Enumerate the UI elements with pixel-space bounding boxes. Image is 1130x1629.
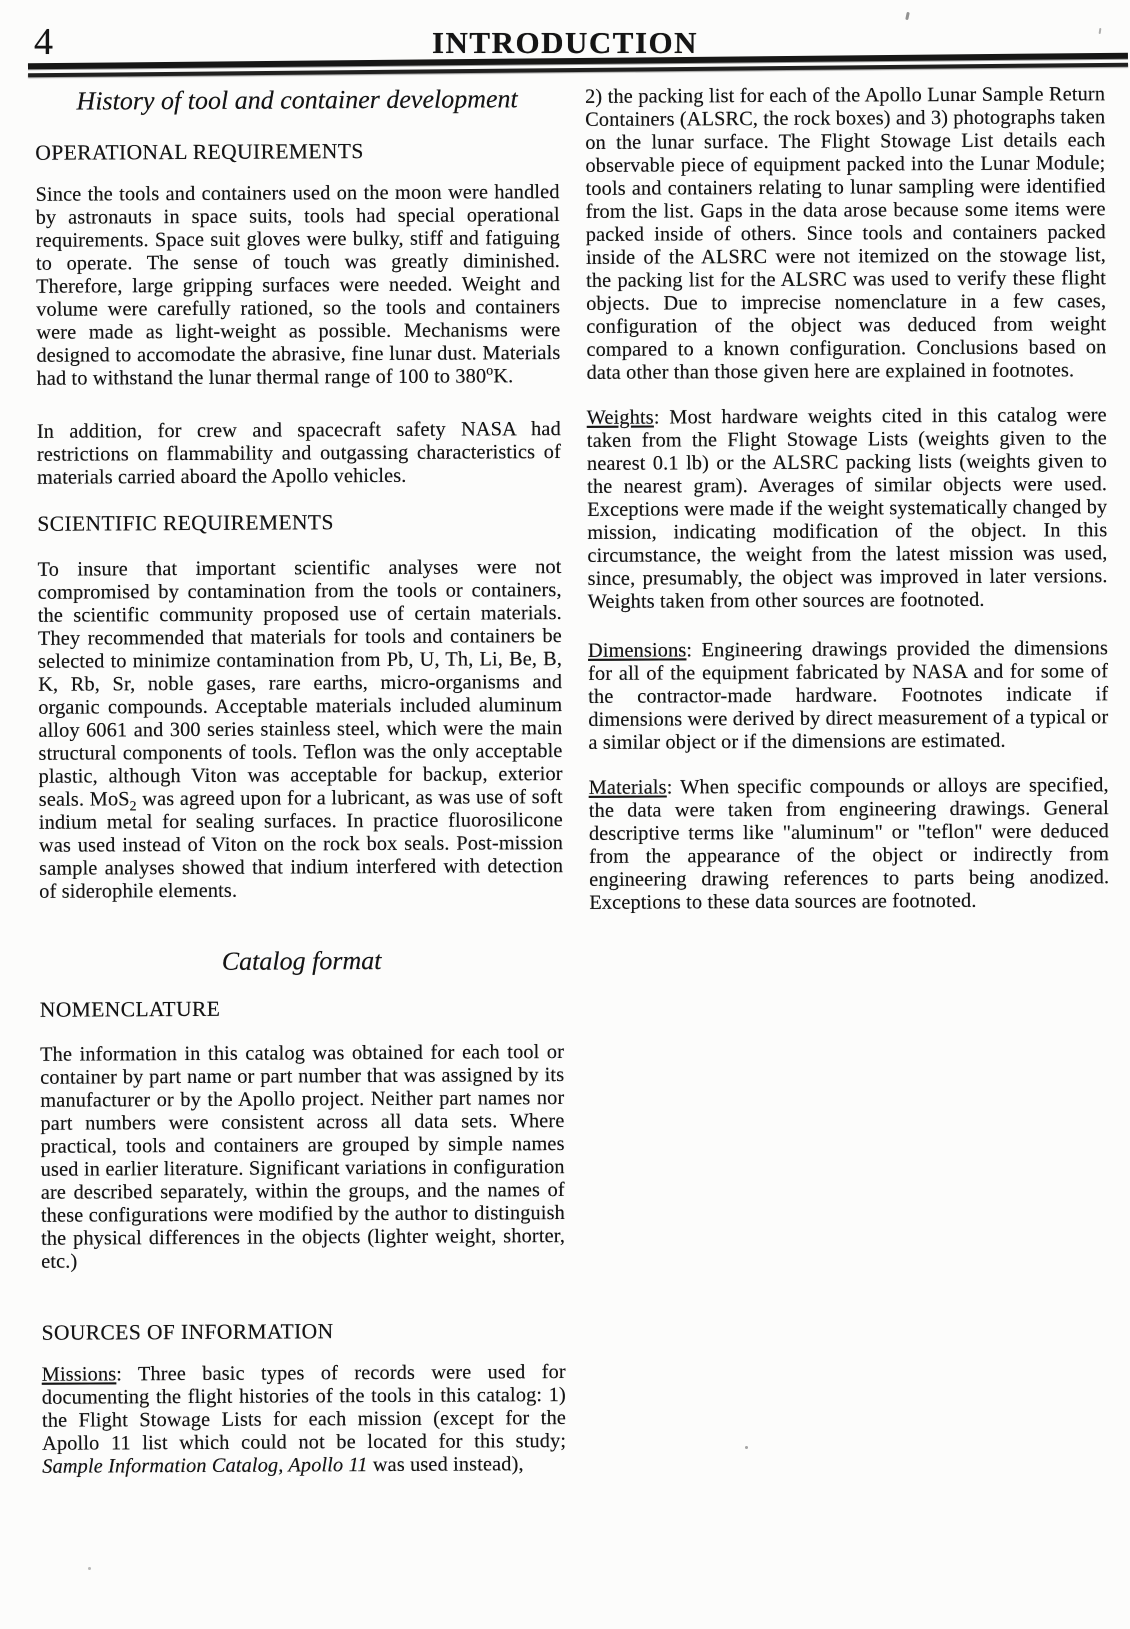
page-number: 4: [34, 21, 53, 63]
section-title-catalog-format: Catalog format: [221, 945, 382, 976]
text-segment: : Engineering drawings provided the dimensions for all of the equipment fabricated by NASA and for some of the contractor-made hardware. Footnotes indicate if dimensions were derived by direct measurement of a typical or a similar object or if the dimensions are estimated.: [588, 637, 1109, 754]
text-segment: To insure that important scientific analyses were not compromised by contamination from the tools or containers, the scientific community proposed use of certain materials. They recommended that materials for tools and containers be selected to minimize contamination from Pb, U, Th, Li, Be, B, K, Rb, Sr, noble gases, rare earths, micro-organisms and organic compounds. Acceptable materials included aluminum alloy 6061 and 300 series stainless steel, which were the main structural components of tools. Teflon was the only acceptable plastic, although Viton was acceptable for backup, exterior seals. MoS: [37, 556, 563, 811]
heading-operational-requirements: OPERATIONAL REQUIREMENTS: [35, 139, 364, 165]
paragraph-materials: [589, 774, 1110, 915]
paragraph-scientific-requirements: [38, 556, 564, 904]
heading-scientific-requirements: SCIENTIFIC REQUIREMENTS: [37, 510, 334, 536]
scan-artifact: [88, 1567, 91, 1570]
paragraph-dimensions: [588, 637, 1109, 755]
text-segment: was agreed upon for a lubricant, as was use of soft indium metal for sealing surfaces. In practice fluorosilicone was used instead of Viton on the rock box seals. Post-mission sample analyses showed that indium interfered with detection of siderophile elements.: [38, 786, 564, 903]
text-segment: : When specific compounds or alloys are specified, the data were taken from engineering drawings. General descriptive terms like "aluminum" or "teflon" were deduced from the appearance of the object or indirectly from engineering drawing references to parts being anodized. Exceptions to these data sources are footnoted.: [588, 774, 1110, 914]
paragraph-weights: [587, 404, 1108, 614]
paragraph-missions: [42, 1361, 567, 1479]
text-segment: K.: [493, 365, 514, 388]
text-segment: was used instead),: [367, 1453, 524, 1477]
text-segment: : Most hardware weights cited in this catalog were taken from the Flight Stowage Lists (weights given to the nearest 0.1 lb) or the ALSRC packing lists (weights given to the nearest gram). Averages of similar objects were used. Exceptions were made if the weight systematically changed by mission, indicating modification of the object. In this circumstance, the weight from the latest mission was used, since, presumably, the object was improved in later versions. Weights taken from other sources are footnoted.: [586, 404, 1108, 613]
text-segment: Materials: [588, 776, 667, 799]
paragraph-flammability-restrictions: In addition, for crew and spacecraft safety NASA had restrictions on flammability and outgassing characteristics of materials carried aboard the Apollo vehicles.: [36, 418, 562, 489]
text-segment: Missions: [41, 1363, 117, 1386]
header-title: INTRODUCTION: [431, 25, 699, 60]
section-title-history: History of tool and container development: [76, 84, 518, 116]
paragraph-records: 2) the packing list for each of the Apollo Lunar Sample Return Containers (ALSRC, the rock boxes) and 3) photographs taken on the lunar surface. The Flight Stowage List details each observable piece of equipment packed into the Lunar Module; tools and containers relating to lunar sampling were identified from the list. Gaps in the data arose because some items were packed inside of others. Since tools and containers packed inside of the ALSRC were not itemized on the stowage list, the packing list for the ALSRC was used to verify these flight objects. Due to imprecise nomenclature in a few cases, configuration of the object was deduced from weight compared to a known configuration. Conclusions based on data other than those given here are explained in footnotes.: [585, 83, 1107, 384]
heading-sources-of-information: SOURCES OF INFORMATION: [41, 1319, 334, 1345]
paragraph-nomenclature: The information in this catalog was obtained for each tool or container by part name or part number that was assigned by its manufacturer or by the Apollo project. Neither part names nor part numbers were consistent across all data sets. Where practical, tools and containers are grouped by simple names used in earlier literature. Significant variations in configuration are described separately, within the groups, and the names of these configurations were modified by the author to distinguish the physical differences in the objects (lighter weight, shorter, etc.): [40, 1041, 566, 1273]
text-segment: : Three basic types of records were used for documenting the flight histories of the tools in this catalog: 1) the Flight Stowage Lists for each mission (except for the Apollo 11 list which could not be located for this study;: [41, 1361, 567, 1455]
text-segment: 2: [129, 798, 137, 814]
text-segment: o: [486, 362, 494, 378]
text-segment: Since the tools and containers used on the moon were handled by astronauts in space suits, tools had special operational requirements. Space suit gloves were bulky, stiff and fatiguing to operate. The sense of touch was greatly diminished. Therefore, large gripping surfaces were needed. Weight and volume were carefully rationed, so the tools and containers were made as light-weight as possible. Mechanisms were designed to accomodate the abrasive, fine lunar dust. Materials had to withstand the lunar thermal range of 100 to 380: [35, 181, 561, 390]
text-segment: Dimensions: [587, 639, 687, 662]
text-segment: Weights: [586, 406, 654, 429]
right-column: [585, 83, 1109, 915]
paragraph-operational-requirements: [36, 181, 561, 391]
scan-artifact: [745, 1446, 748, 1449]
text-segment: Sample Information Catalog, Apollo 11: [42, 1454, 368, 1478]
heading-nomenclature: NOMENCLATURE: [39, 996, 221, 1022]
left-column: [35, 84, 566, 1479]
